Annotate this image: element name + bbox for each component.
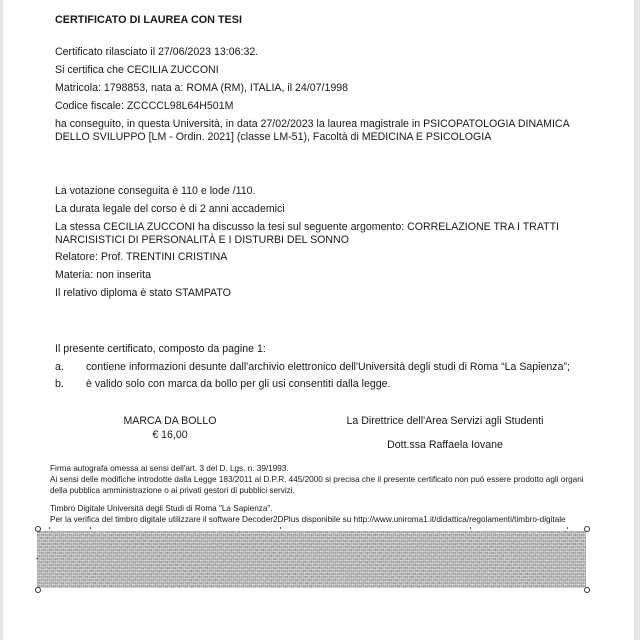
duration-line: La durata legale del corso è di 2 anni accademici [55,203,285,215]
list-item-b: è valido solo con marca da bollo per gli usi consentiti dalla legge. [86,378,391,390]
thesis-paragraph: La stessa CECILIA ZUCCONI ha discusso la tesi sul seguente argomento: CORRELAZIONE TRA I TRATTI NARCISISTICI DI PERSONALITÀ E I DISTURBI DEL SONNO [55,221,559,246]
digital-stamp-note: Timbro Digitale Università degli Studi di Roma "La Sapienza". [50,504,273,513]
list-marker-b: b. [55,378,64,390]
stamp-label: MARCA DA BOLLO [123,415,217,427]
diploma-line: Il relativo diploma è stato STAMPATO [55,287,231,299]
signature-note: Firma autografa omessa ai sensi dell'art. 3 del D. Lgs. n. 39/1993. [50,464,289,473]
corner-marker-bottom-left [35,587,41,593]
grade-line: La votazione conseguita è 110 e lode /110. [55,185,256,197]
stamp-amount: € 16,00 [152,429,188,441]
issued-line: Certificato rilasciato il 27/06/2023 13:06:32. [55,46,259,58]
stamp-tick [280,527,281,529]
corner-marker-top-left [35,526,41,532]
director-name: Dott.ssa Raffaela Iovane [387,439,503,451]
verification-note: Per la verifica del timbro digitale utilizzare il software Decoder2DPlus disponibile su http://www.uniroma1.it/didattica/regolamenti/timbro-digitale [50,515,566,524]
law-note: Ai sensi delle modifiche introdotte dalla Legge 183/2011 al D.P.R. 445/2000 si precisa che il presente certificato non può essere prodotto agli organi della pubblica amministrazione o ai privati gestori di pubblici servizi. [50,475,584,495]
corner-marker-bottom-right [584,587,590,593]
stamp-tick [567,527,568,529]
composition-intro: Il presente certificato, composto da pagine 1: [55,343,266,355]
list-marker-a: a. [55,361,64,373]
codice-fiscale-line: Codice fiscale: ZCCCCL98L64H501M [55,100,234,112]
director-title: La Direttrice dell'Area Servizi agli Studenti [346,415,544,427]
stamp-tick [36,558,38,559]
degree-paragraph: ha conseguito, in questa Università, in data 27/02/2023 la laurea magistrale in PSICOPATOLOGIA DINAMICA DELLO SVILUPPO [LM - Ordin. 2021] (classe LM-51), Facoltà di MEDICINA E PSICOLOGIA [55,118,570,143]
stamp-tick [470,527,471,529]
list-item-a: contiene informazioni desunte dall'archivio elettronico dell'Università degli studi di Roma “La Sapienza”; [86,361,570,373]
advisor-line: Relatore: Prof. TRENTINI CRISTINA [55,251,228,263]
corner-marker-top-right [584,526,590,532]
page-edge-right [634,0,640,640]
digital-stamp-barcode [37,531,586,588]
subject-line: Materia: non inserita [55,269,151,281]
stamp-tick [90,527,91,529]
stamp-tick [49,527,50,529]
document-title: CERTIFICATO DI LAUREA CON TESI [55,14,242,26]
certifies-line: Si certifica che CECILIA ZUCCONI [55,64,219,76]
matricola-line: Matricola: 1798853, nata a: ROMA (RM), ITALIA, il 24/07/1998 [55,82,349,94]
page-edge-left [0,0,3,640]
